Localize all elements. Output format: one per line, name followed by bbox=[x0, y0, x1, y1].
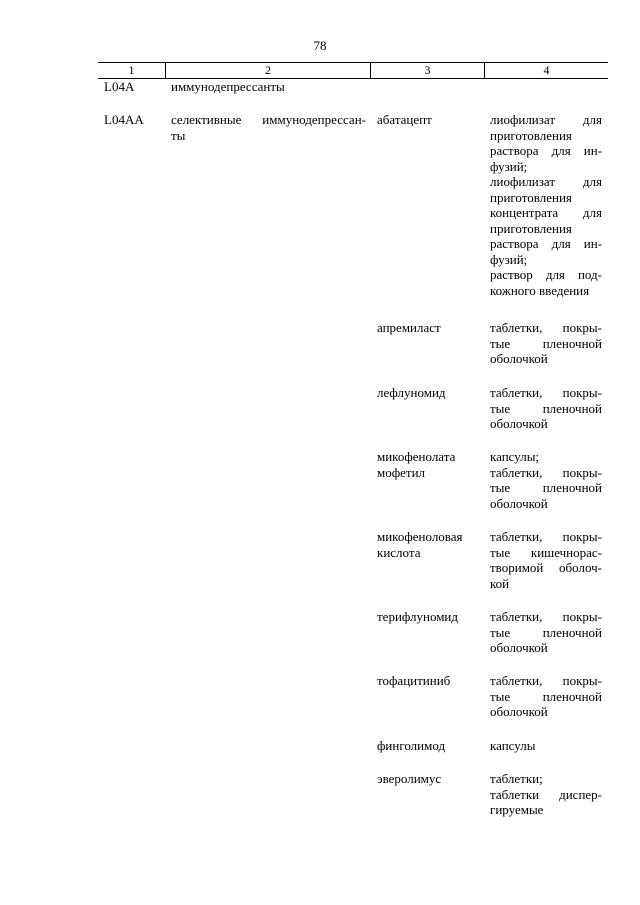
drug-name-line: микофенолата bbox=[377, 449, 456, 464]
drug-name bbox=[377, 673, 483, 689]
group-name-l04aa bbox=[171, 112, 366, 143]
dosage-form bbox=[490, 449, 602, 511]
form-line: гируемые bbox=[490, 802, 544, 817]
form-line: тые пленочной bbox=[490, 335, 602, 351]
dosage-form bbox=[490, 738, 602, 754]
drug-name-line: лефлуномид bbox=[377, 385, 446, 400]
page-number: 78 bbox=[313, 38, 327, 53]
form-line: кой bbox=[490, 575, 510, 591]
form-line: таблетки диспер- bbox=[490, 786, 602, 802]
form-line: раствора для ин- bbox=[490, 236, 602, 251]
form-line: оболочкой bbox=[490, 704, 548, 719]
table-header-row bbox=[98, 62, 608, 79]
dosage-form bbox=[490, 673, 602, 720]
form-line: фузий; bbox=[490, 158, 528, 174]
header-col-1: 1 bbox=[128, 63, 135, 77]
form-line: капсулы bbox=[490, 738, 536, 753]
form-line: кожного введения bbox=[490, 282, 590, 298]
drug-name-line: мофетил bbox=[377, 464, 426, 480]
group-name-line: ты bbox=[171, 127, 186, 143]
drug-name-line: эверолимус bbox=[377, 771, 442, 786]
form-line: тые кишечнорас- bbox=[490, 544, 602, 560]
form-line: таблетки, покры- bbox=[490, 320, 602, 335]
form-line: приготовления bbox=[490, 127, 572, 143]
form-line: лиофилизат для bbox=[490, 174, 602, 189]
drug-name bbox=[377, 385, 483, 401]
drug-name bbox=[377, 112, 483, 128]
form-line: творимой оболоч- bbox=[490, 560, 602, 575]
drug-name-line: финголимод bbox=[377, 738, 446, 753]
form-line: таблетки, покры- bbox=[490, 529, 602, 544]
form-line: тые пленочной bbox=[490, 624, 602, 640]
form-line: приготовления bbox=[490, 189, 572, 205]
form-line: оболочкой bbox=[490, 351, 548, 366]
form-line: оболочкой bbox=[490, 495, 548, 511]
drug-name bbox=[377, 609, 483, 625]
dosage-form bbox=[490, 771, 602, 818]
form-line: таблетки; bbox=[490, 771, 543, 786]
drug-name bbox=[377, 449, 483, 480]
drug-name bbox=[377, 738, 483, 754]
form-line: лиофилизат для bbox=[490, 112, 602, 127]
form-line: оболочкой bbox=[490, 640, 548, 655]
form-line: таблетки, покры- bbox=[490, 385, 602, 400]
drug-name-line: апремиласт bbox=[377, 320, 441, 335]
drug-name bbox=[377, 320, 483, 336]
header-col-3: 3 bbox=[370, 63, 484, 78]
form-line: таблетки, покры- bbox=[490, 609, 602, 624]
form-line: приготовления bbox=[490, 220, 572, 236]
atc-code-l04aa: L04AA bbox=[104, 112, 144, 127]
dosage-form bbox=[490, 385, 602, 432]
form-line: таблетки, покры- bbox=[490, 673, 602, 688]
form-line: капсулы; bbox=[490, 449, 540, 464]
dosage-form bbox=[490, 609, 602, 656]
dosage-form bbox=[490, 529, 602, 591]
header-col-4: 4 bbox=[484, 63, 608, 78]
form-line: раствора для ин- bbox=[490, 143, 602, 158]
group-name-l04a: иммунодепрессанты bbox=[171, 79, 285, 94]
dosage-form bbox=[490, 320, 602, 367]
drug-name-line: абатацепт bbox=[377, 112, 432, 127]
drug-name-line: кислота bbox=[377, 544, 421, 560]
form-line: фузий; bbox=[490, 251, 528, 267]
atc-code-l04a: L04A bbox=[104, 79, 135, 94]
form-line: оболочкой bbox=[490, 416, 548, 431]
drug-name bbox=[377, 529, 483, 560]
drug-name-line: терифлуномид bbox=[377, 609, 459, 624]
form-line: тые пленочной bbox=[490, 688, 602, 704]
drug-name-line: микофеноловая bbox=[377, 529, 463, 544]
group-name-line: селективные иммунодепрессан- bbox=[171, 112, 366, 127]
form-line: таблетки, покры- bbox=[490, 464, 602, 480]
form-line: концентрата для bbox=[490, 205, 602, 220]
drug-name bbox=[377, 771, 483, 787]
drug-name-line: тофацитиниб bbox=[377, 673, 451, 688]
form-line: тые пленочной bbox=[490, 400, 602, 416]
form-line: тые пленочной bbox=[490, 480, 602, 495]
header-col-2: 2 bbox=[165, 63, 370, 78]
form-line: раствор для под- bbox=[490, 267, 602, 282]
dosage-form bbox=[490, 112, 602, 298]
